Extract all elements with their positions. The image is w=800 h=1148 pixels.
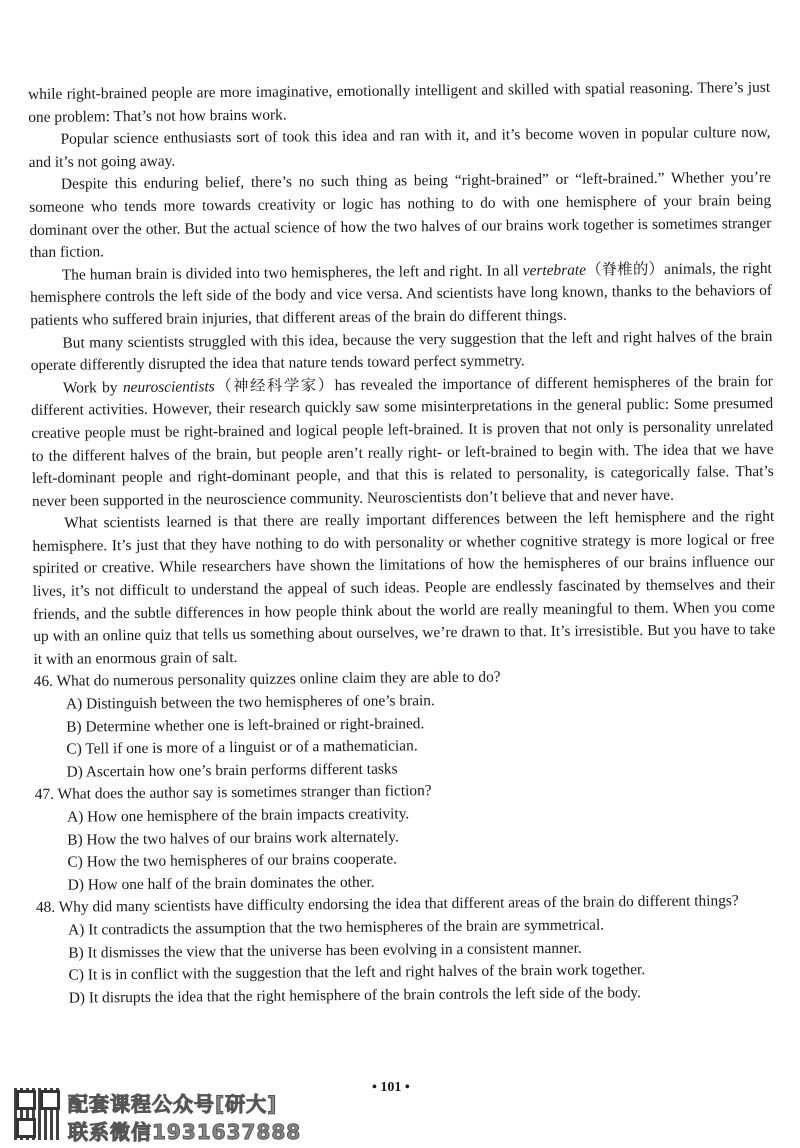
gloss-neuroscientists: （神经科学家） — [214, 376, 335, 395]
document-page — [28, 77, 779, 1010]
option-c[interactable]: C) How the two hemispheres of our brains cooperate. — [67, 850, 398, 871]
term-neuroscientists: neuroscientists — [122, 377, 215, 396]
paragraph-neuroscientists — [31, 371, 774, 514]
option-c[interactable]: C) Tell if one is more of a linguist or of a mathematician. — [66, 737, 418, 758]
qr-code-icon — [14, 1088, 62, 1140]
option-list — [35, 800, 778, 897]
option-d[interactable]: D) How one half of the brain dominates the other. — [67, 873, 375, 894]
option-d[interactable]: D) It disrupts the idea that the right hemisphere of the brain controls the left side of the body. — [68, 983, 641, 1007]
paragraph-vertebrate-lead: The human brain is divided into two hemispheres, the left and right. In all — [61, 262, 523, 284]
question-stem: 47. What does the author say is sometimes stranger than fiction? — [34, 782, 432, 804]
paragraph-symmetry: But many scientists struggled with this idea, because the very suggestion that the left and right halves of the brain operate differently disrupted the idea that nature tends toward perfect symmetry. — [30, 327, 773, 375]
question-48 — [36, 890, 779, 1010]
option-c[interactable]: C) It is in conflict with the suggestion that the left and right halves of the brain work together. — [68, 961, 646, 984]
paragraph-3: Despite this enduring belief, there’s no such thing as being “right-brained” or “left-brained.” Whether you’re someone who tends more towards creativity or logic has nothing to do with one hemisphere of your brain being dominant over the other. But the actual science of how the two halves of our brains work together is sometimes stranger than fiction. — [29, 169, 772, 262]
question-stem: 46. What do numerous personality quizzes online claim they are able to do? — [33, 668, 501, 691]
term-vertebrate: vertebrate — [522, 261, 587, 280]
gloss-vertebrate: （脊椎的） — [585, 260, 665, 279]
option-a[interactable]: A) How one hemisphere of the brain impacts creativity. — [66, 805, 410, 826]
watermark — [14, 1088, 344, 1144]
option-b[interactable]: B) It dismisses the view that the universe has been evolving in a consistent manner. — [68, 939, 582, 962]
question-47 — [35, 777, 778, 897]
paragraph-neuro-lead: Work by — [62, 378, 123, 397]
option-d[interactable]: D) Ascertain how one’s brain performs different tasks — [66, 760, 398, 781]
paragraph-vertebrate-rest: animals, the right hemisphere controls the left side of the body and vice versa. And scientists have long known, thanks to the behaviors of patients who suffered brain injuries, that different areas of the brain do different things. — [29, 259, 773, 329]
option-a[interactable]: A) It contradicts the assumption that the two hemispheres of the brain are symmetrical. — [68, 916, 605, 939]
watermark-line-2: 联系微信1931637888 — [68, 1120, 302, 1144]
watermark-line-1: 配套课程公众号[研大] — [68, 1092, 278, 1116]
option-b[interactable]: B) Determine whether one is left-brained or right-brained. — [66, 714, 425, 736]
paragraph-2: Popular science enthusiasts sort of took this idea and ran with it, and it’s become woven in popular culture now, and it’s not going away. — [28, 124, 771, 171]
option-list — [34, 687, 777, 784]
option-list — [36, 913, 779, 1010]
option-b[interactable]: B) How the two halves of our brains work alternately. — [67, 828, 399, 849]
page-number: • 101 • — [372, 1080, 410, 1095]
paragraph-neuro-rest: has revealed the importance of different hemispheres of the brain for different activities. However, their research quickly saw some misinterpretations in the general public: Some presumed creative people must be right-brained and logical people left-brained. It is proven that not only is personality unrelated to the different halves of the brain, but people aren’t really right- or left-brained to begin with. The idea that we have left-dominant people and right-dominant people, and that this is related to personality, is categorically false. That’s never been supported in the neuroscience community. Neuroscientists don’t believe that and never have. — [31, 372, 774, 510]
paragraph-vertebrate — [30, 258, 773, 333]
question-stem: 48. Why did many scientists have difficulty endorsing the idea that different areas of the brain do different things? — [35, 892, 739, 917]
paragraph-conclusion: What scientists learned is that there are really important differences between the left hemisphere and the right hemisphere. It’s just that they have nothing to do with personality or whether cognitive strategy is more logical or free spirited or creative. While researchers have shown the limitations of how the hemispheres of our brains influence our lives, it’s not difficult to understand the appeal of such ideas. People are endlessly fascinated by themselves and their friends, and the subtle differences in how people think about the world are really meaningful to them. When you come up with an online quiz that tells us something about ourselves, we’re drawn to that. It’s irresistible. But you have to take it with an enormous grain of salt. — [32, 508, 776, 668]
question-46 — [34, 664, 777, 784]
paragraph-1: while right-brained people are more imaginative, emotionally intelligent and skilled with spatial reasoning. There’s just one problem: That’s not how brains work. — [28, 78, 771, 126]
option-a[interactable]: A) Distinguish between the two hemispheres of one’s brain. — [65, 692, 435, 713]
